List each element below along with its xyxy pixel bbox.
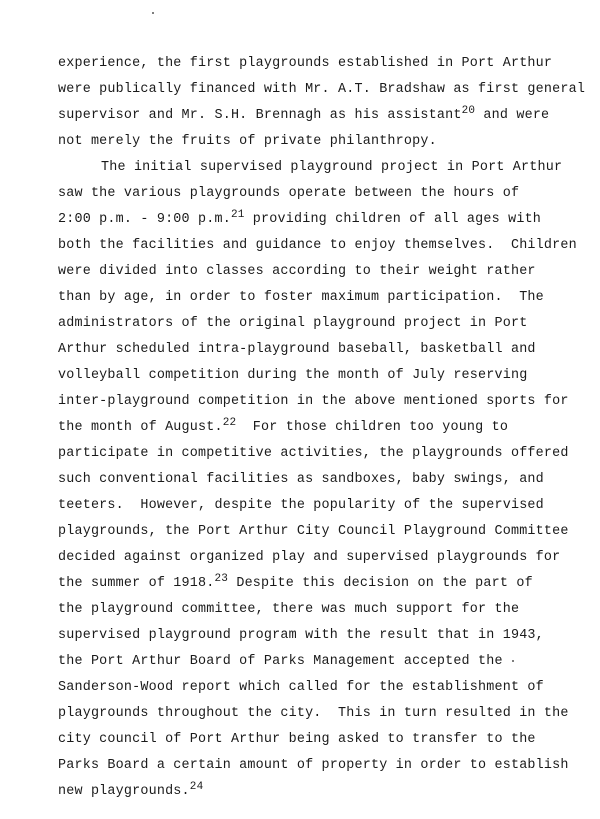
text-segment: providing children of all ages with bbox=[244, 212, 542, 227]
text-segment: Despite this decision on the part of bbox=[228, 576, 533, 591]
text-line bbox=[58, 573, 533, 592]
text-line: administrators of the original playground project in Port bbox=[58, 316, 528, 331]
text-line bbox=[58, 781, 204, 800]
text-segment: the summer of 1918. bbox=[58, 576, 215, 591]
text-segment: 2:00 p.m. - 9:00 p.m. bbox=[58, 212, 231, 227]
text-line: teeters. However, despite the popularity of the supervised bbox=[58, 498, 544, 513]
text-line: the Port Arthur Board of Parks Management accepted the bbox=[58, 654, 503, 669]
text-line bbox=[58, 209, 542, 228]
text-line: supervised playground program with the result that in 1943, bbox=[58, 628, 544, 643]
text-line: participate in competitive activities, the playgrounds offered bbox=[58, 446, 569, 461]
text-line: Parks Board a certain amount of property in order to establish bbox=[58, 758, 569, 773]
text-line: Arthur scheduled intra-playground baseball, basketball and bbox=[58, 342, 536, 357]
text-line: experience, the first playgrounds established in Port Arthur bbox=[58, 56, 553, 71]
footnote-marker: 23 bbox=[214, 573, 229, 585]
footnote-marker: 24 bbox=[189, 781, 204, 793]
text-line: than by age, in order to foster maximum participation. The bbox=[58, 290, 544, 305]
text-line: the playground committee, there was much support for the bbox=[58, 602, 520, 617]
text-line: were divided into classes according to their weight rather bbox=[58, 264, 536, 279]
footnote-marker: 21 bbox=[230, 209, 245, 221]
text-segment: and were bbox=[475, 108, 550, 123]
text-line: volleyball competition during the month of July reserving bbox=[58, 368, 528, 383]
text-line: inter-playground competition in the above mentioned sports for bbox=[58, 394, 569, 409]
text-line: were publically financed with Mr. A.T. Bradshaw as first general bbox=[58, 82, 586, 97]
text-line: Sanderson-Wood report which called for the establishment of bbox=[58, 680, 544, 695]
text-line: such conventional facilities as sandboxes, baby swings, and bbox=[58, 472, 544, 487]
footnote-marker: 22 bbox=[222, 417, 237, 429]
scan-speck bbox=[152, 12, 154, 14]
text-line: city council of Port Arthur being asked to transfer to the bbox=[58, 732, 536, 747]
text-line: The initial supervised playground project in Port Arthur bbox=[101, 160, 563, 175]
text-line: playgrounds, the Port Arthur City Council Playground Committee bbox=[58, 524, 569, 539]
text-line: decided against organized play and supervised playgrounds for bbox=[58, 550, 561, 565]
text-line: saw the various playgrounds operate between the hours of bbox=[58, 186, 520, 201]
footnote-marker: 20 bbox=[461, 105, 476, 117]
text-segment: new playgrounds. bbox=[58, 784, 190, 799]
scan-speck bbox=[512, 660, 514, 662]
text-line bbox=[58, 105, 550, 124]
text-line: playgrounds throughout the city. This in turn resulted in the bbox=[58, 706, 569, 721]
text-line: not merely the fruits of private philanthropy. bbox=[58, 134, 437, 149]
text-segment: supervisor and Mr. S.H. Brennagh as his assistant bbox=[58, 108, 462, 123]
text-line bbox=[58, 417, 509, 436]
text-segment: the month of August. bbox=[58, 420, 223, 435]
text-segment: For those children too young to bbox=[236, 420, 509, 435]
text-line: both the facilities and guidance to enjoy themselves. Children bbox=[58, 238, 577, 253]
